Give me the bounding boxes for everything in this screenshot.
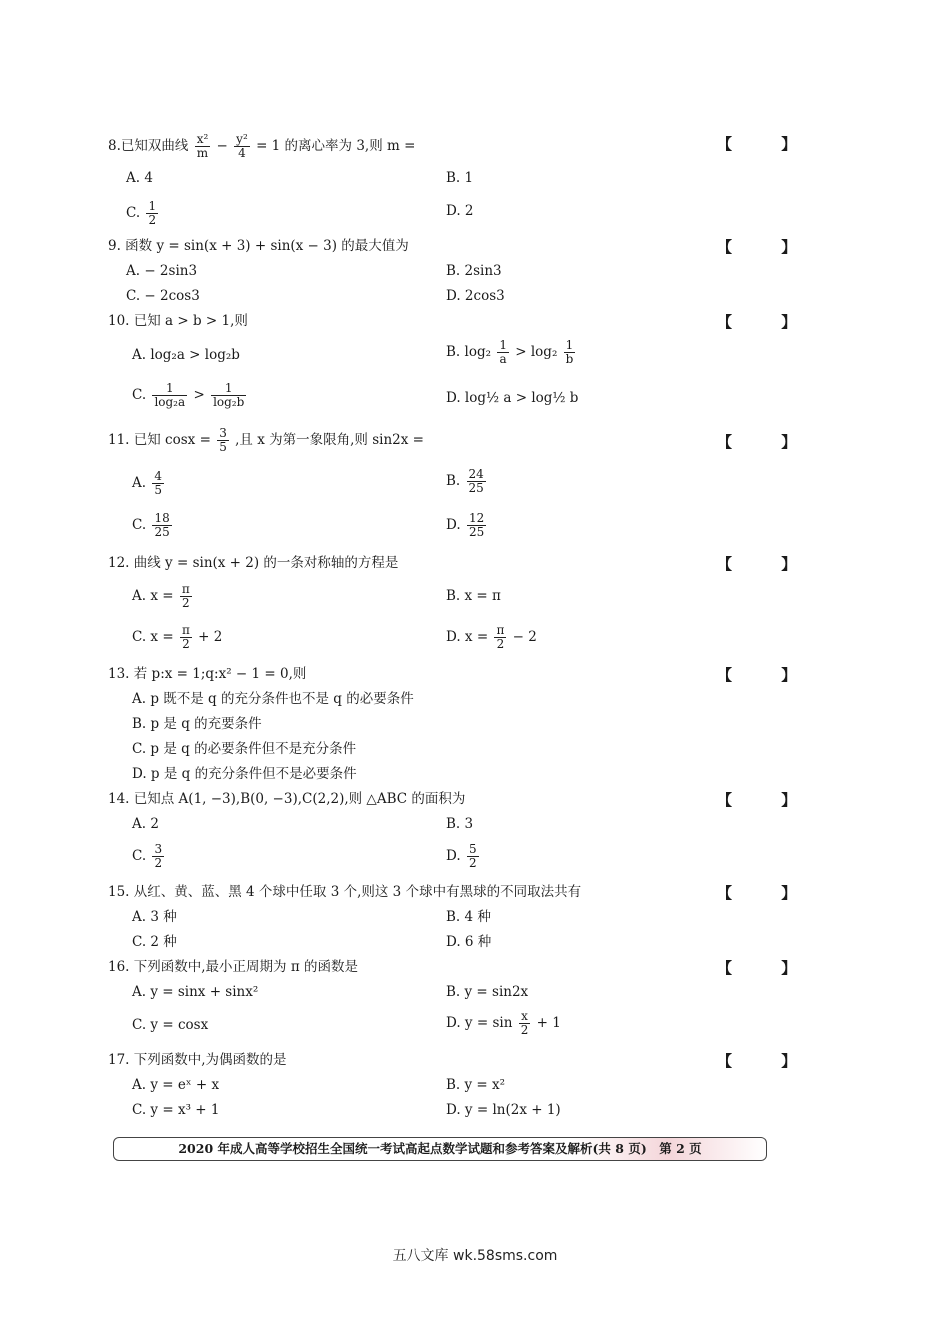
- option-a: A. 2: [132, 816, 159, 832]
- option-c: C. $\frac{3}{2}$: [132, 842, 163, 870]
- option-b: B. 4 种: [446, 909, 491, 925]
- option-d: D. p 是 q 的充分条件但不是必要条件: [132, 766, 357, 782]
- page-footer: 2020 年成人高等学校招生全国统一考试高起点数学试题和参考答案及解析(共 8 页) 第 2 页: [113, 1137, 767, 1161]
- option-d: D. $\frac{5}{2}$: [446, 842, 477, 870]
- option-d: D. 6 种: [446, 934, 492, 950]
- option-d: D. y = sin $\frac{x}{2}$ + 1: [446, 1009, 561, 1037]
- question-10-stem: 10. 已知 a > b > 1,则: [108, 313, 248, 329]
- question-12-stem: 12. 曲线 y = sin(x + 2) 的一条对称轴的方程是: [108, 555, 399, 571]
- option-b: B. y = sin2x: [446, 984, 529, 1000]
- option-b: B. log₂ $\frac{1}{a}$ > log₂ $\frac{1}{b}$: [446, 338, 574, 366]
- option-b: B. x = π: [446, 588, 501, 604]
- option-a: A. 4: [126, 170, 153, 186]
- option-c: C. x = $\frac{\pi}{2}$ + 2: [132, 623, 223, 651]
- question-17-stem: 17. 下列函数中,为偶函数的是: [108, 1052, 287, 1068]
- option-c: C. $\frac{1}{\text{log₂a}}$ > $\frac{1}{\text{log₂b}}$: [132, 381, 245, 409]
- site-watermark: 五八文库 wk.58sms.com: [392, 1248, 558, 1264]
- question-13-stem: 13. 若 p:x = 1;q:x² − 1 = 0,则: [108, 666, 307, 682]
- answer-bracket: 【 】: [717, 313, 819, 331]
- question-15-stem: 15. 从红、黄、蓝、黑 4 个球中任取 3 个,则这 3 个球中有黑球的不同取法共有: [108, 884, 582, 900]
- answer-bracket: 【 】: [717, 238, 819, 256]
- option-d: D. y = ln(2x + 1): [446, 1102, 561, 1118]
- answer-bracket: 【 】: [717, 884, 819, 902]
- option-c: C. $\frac{18}{25}$: [132, 511, 170, 539]
- option-a: A. y = sinx + sinx²: [132, 984, 259, 1000]
- option-b: B. 3: [446, 816, 474, 832]
- answer-bracket: 【 】: [717, 555, 819, 573]
- fraction: $\frac{\text{y²}}{4}$: [236, 132, 248, 160]
- option-b: B. $\frac{24}{25}$: [446, 467, 484, 495]
- option-c: C. p 是 q 的必要条件但不是充分条件: [132, 741, 357, 757]
- fraction: $\frac{\text{x²}}{m}$: [196, 132, 209, 160]
- question-8-stem: 8.已知双曲线 $\frac{\text{x²}}{m}$ − $\frac{\text{y²}}{4}$ = 1 的离心率为 3,则 m =: [108, 132, 416, 160]
- answer-bracket: 【 】: [717, 1052, 819, 1070]
- answer-bracket: 【 】: [717, 959, 819, 977]
- option-b: B. y = x²: [446, 1077, 506, 1093]
- answer-bracket: 【 】: [717, 791, 819, 809]
- option-d: D. log½ a > log½ b: [446, 390, 579, 406]
- question-14-stem: 14. 已知点 A(1, −3),B(0, −3),C(2,2),则 △ABC 的面积为: [108, 791, 466, 807]
- option-a: A. y = eˣ + x: [132, 1077, 220, 1093]
- answer-bracket: 【 】: [717, 666, 819, 684]
- option-a: A. 3 种: [132, 909, 177, 925]
- option-d: D. 2cos3: [446, 288, 505, 304]
- option-a: A. log₂a > log₂b: [132, 347, 240, 363]
- question-9-stem: 9. 函数 y = sin(x + 3) + sin(x − 3) 的最大值为: [108, 238, 409, 254]
- answer-bracket: 【 】: [717, 135, 819, 153]
- option-d: D. x = $\frac{\pi}{2}$ − 2: [446, 623, 537, 651]
- question-11-stem: 11. 已知 cosx = $\frac{3}{5}$ ,且 x 为第一象限角,则 sin2x =: [108, 426, 424, 454]
- option-d: D. 2: [446, 203, 474, 219]
- answer-bracket: 【 】: [717, 433, 819, 451]
- option-a: A. − 2sin3: [126, 263, 198, 279]
- option-b: B. 1: [446, 170, 474, 186]
- option-c: C. y = x³ + 1: [132, 1102, 220, 1118]
- option-c: C. − 2cos3: [126, 288, 200, 304]
- option-b: B. 2sin3: [446, 263, 502, 279]
- option-a: A. x = $\frac{\pi}{2}$: [132, 582, 190, 610]
- option-c: C. 2 种: [132, 934, 177, 950]
- option-c: C. y = cosx: [132, 1017, 209, 1033]
- option-b: B. p 是 q 的充要条件: [132, 716, 262, 732]
- question-16-stem: 16. 下列函数中,最小正周期为 π 的函数是: [108, 959, 359, 975]
- option-c: C. $\frac{1}{2}$: [126, 199, 157, 227]
- option-d: D. $\frac{12}{25}$: [446, 511, 485, 539]
- option-a: A. p 既不是 q 的充分条件也不是 q 的必要条件: [132, 691, 414, 707]
- option-a: A. $\frac{4}{5}$: [132, 469, 162, 497]
